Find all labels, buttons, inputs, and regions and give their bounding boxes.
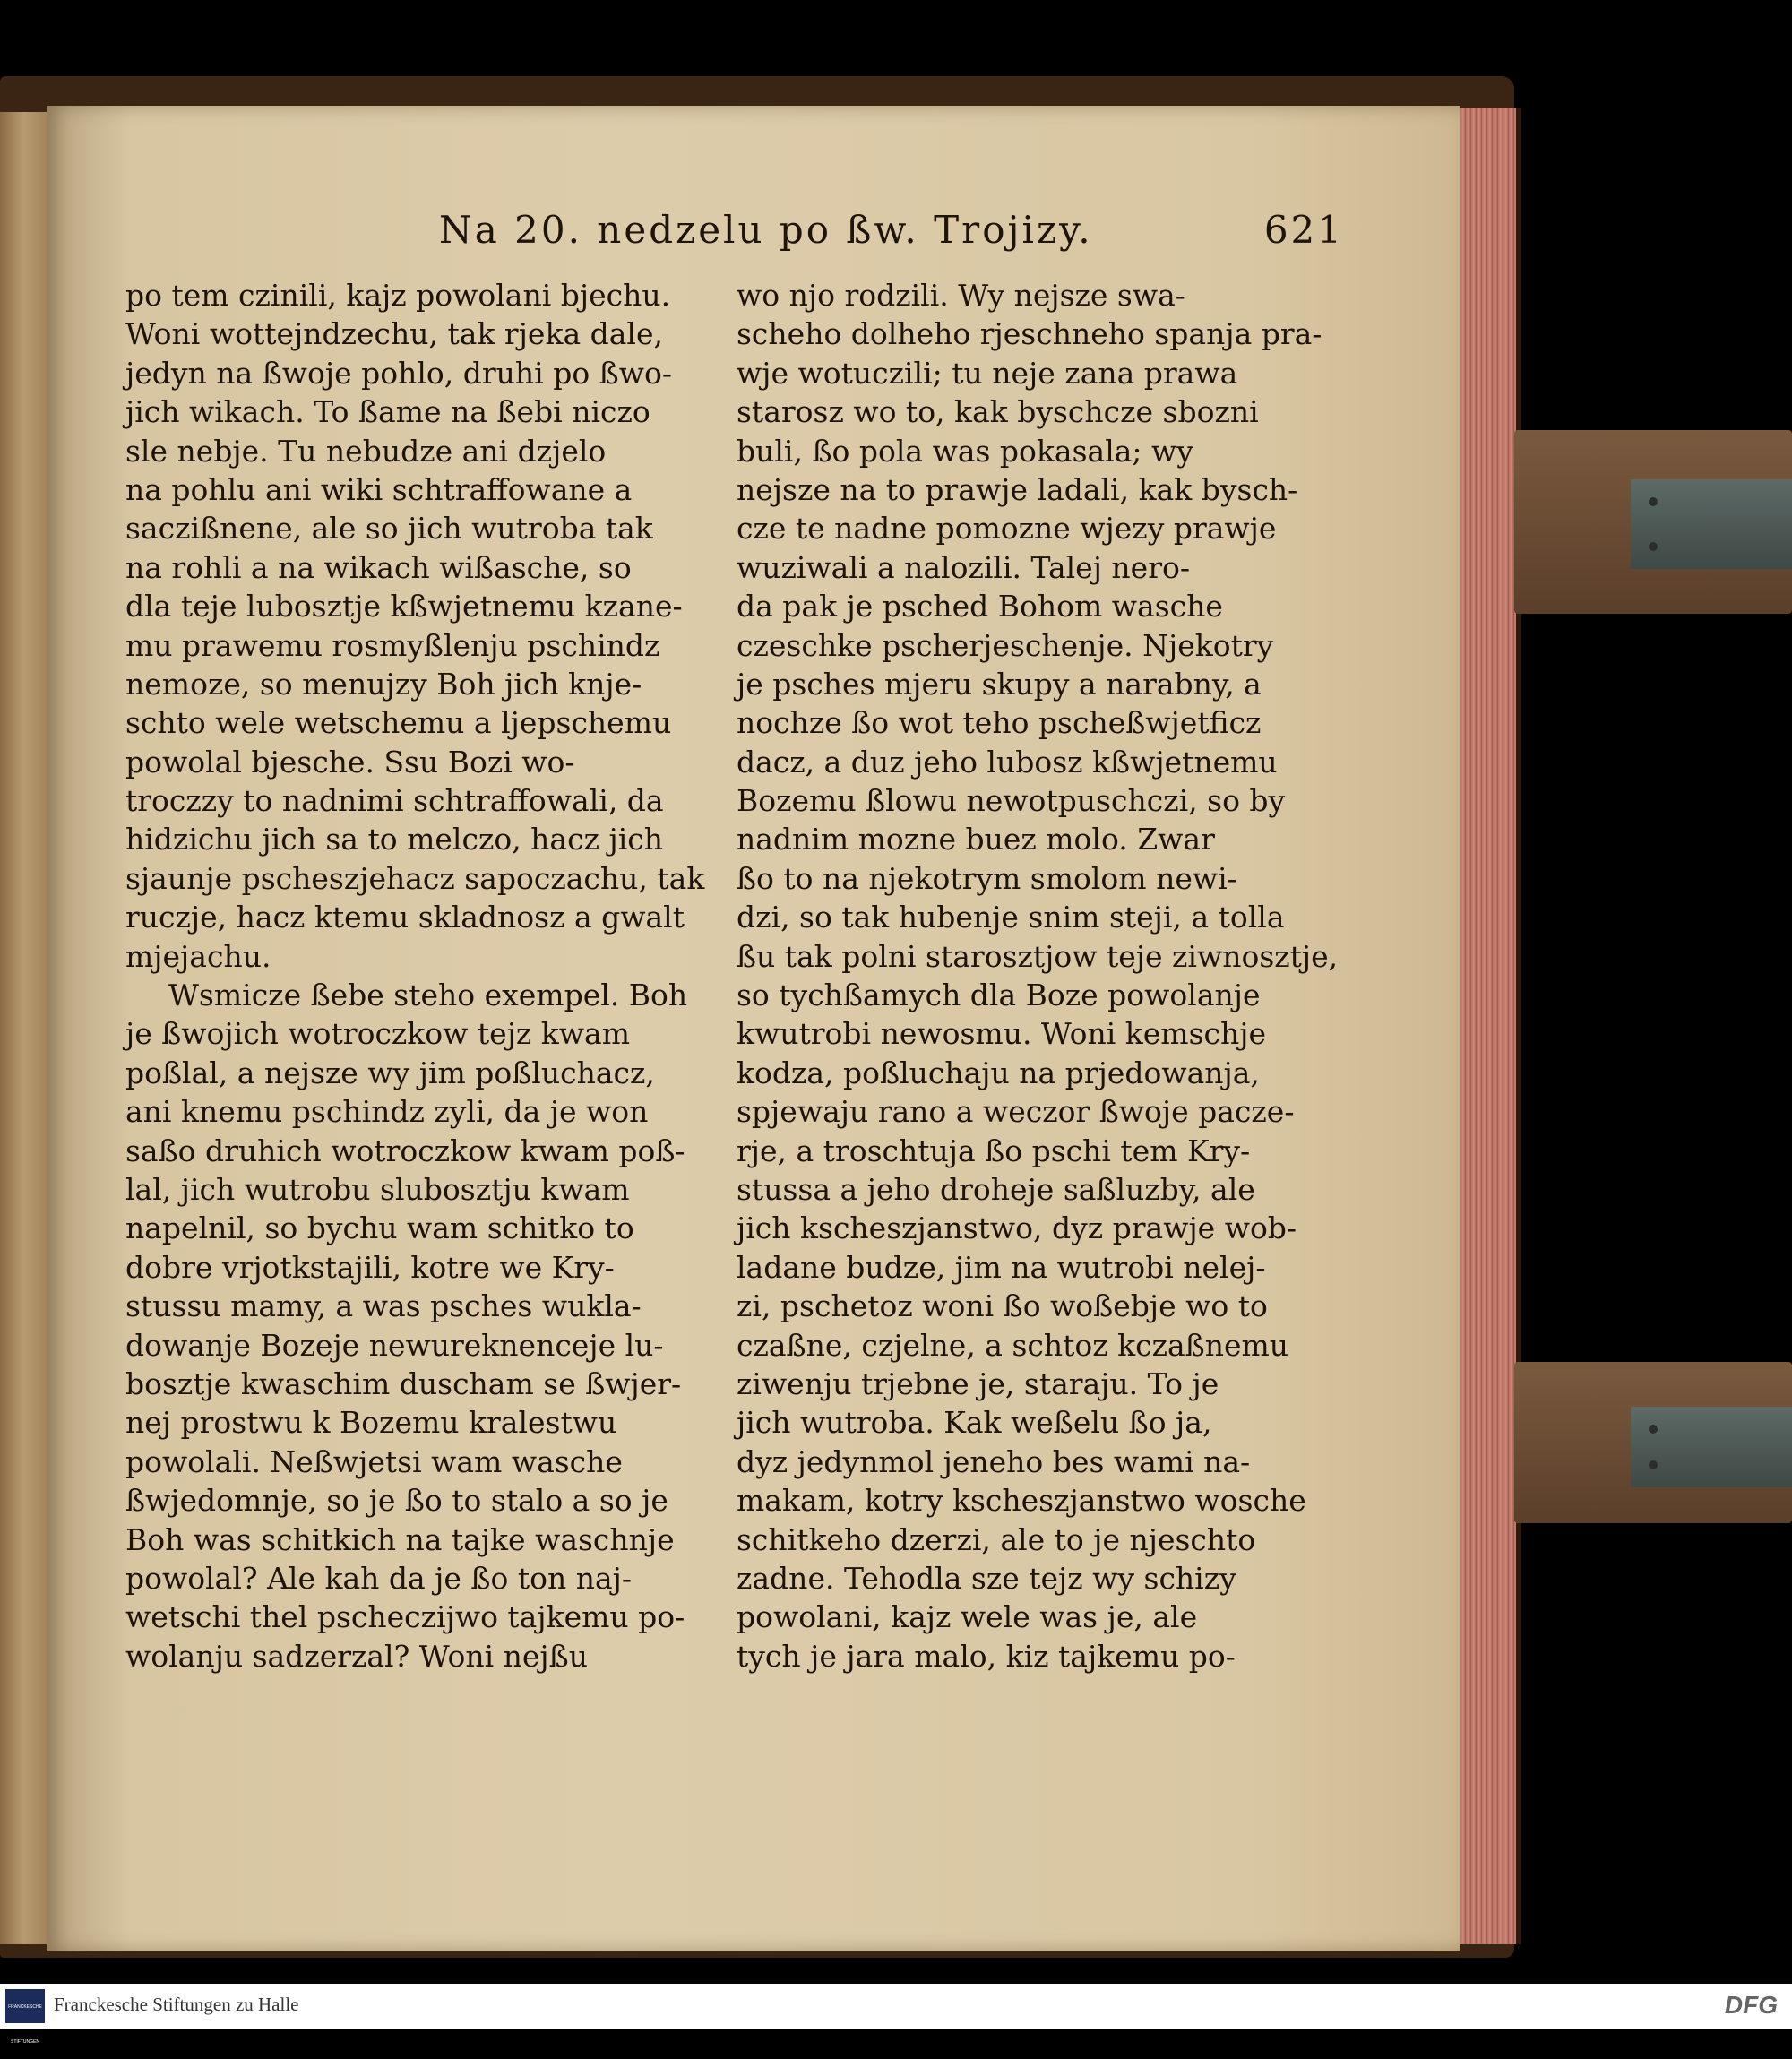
text-line: lal, jich wutrobu slubosztju kwam [125, 1171, 630, 1207]
text-line: czeschke pscherjeschenje. Njekotry [737, 627, 1274, 663]
page-header [439, 208, 1344, 262]
text-line: wuziwali a nalozili. Talej nero- [737, 549, 1191, 585]
text-line: ßwjedomnje, so je ßo to stalo a so je [125, 1483, 668, 1519]
text-line: nochze ßo wot teho pscheßwjetficz [737, 705, 1262, 741]
text-line: powolal? Ale kah da je ßo ton naj- [125, 1560, 633, 1596]
text-line: stussu mamy, a was psches wukla- [125, 1288, 642, 1324]
facing-page-edge [0, 112, 47, 1944]
text-line: wje wotuczili; tu neje zana prawa [737, 355, 1238, 391]
text-line: sle nebje. Tu nebudze ani dzjelo [125, 433, 607, 469]
text-line: je ßwojich wotroczkow tejz kwam [125, 1016, 631, 1052]
text-line: da pak je psched Bohom wasche [737, 589, 1223, 625]
logo-label: FRANCKESCHE STIFTUNGEN [8, 2004, 42, 2045]
text-line: bosztje kwaschim duscham se ßwjer- [125, 1365, 682, 1401]
text-line: Wsmicze ßebe steho exempel. Boh [168, 978, 688, 1013]
text-line: cze te nadne pomozne wjezy prawje [737, 511, 1277, 547]
text-line: nejsze na to prawje ladali, kak bysch- [737, 471, 1298, 507]
text-line: dacz, a duz jeho lubosz kßwjetnemu [737, 744, 1278, 780]
right-text-column [737, 276, 1339, 1676]
text-line: ani knemu pschindz zyli, da je won [125, 1094, 649, 1130]
text-line: Bozemu ßlowu newotpuschczi, so by [737, 783, 1286, 819]
text-line: Woni wottejndzechu, tak rjeka dale, [125, 316, 663, 352]
text-line: jich wutroba. Kak weßelu ßo ja, [737, 1405, 1212, 1441]
page-fore-edge [1460, 108, 1521, 1944]
text-line: wolanju sadzerzal? Woni nejßu [125, 1638, 588, 1674]
text-line: po tem czinili, kajz powolani bjechu. [125, 278, 671, 313]
text-line: ruczje, hacz ktemu skladnosz a gwalt [125, 900, 685, 935]
page-number: 621 [1263, 208, 1344, 252]
text-line: powolali. Neßwjetsi wam wasche [125, 1443, 623, 1479]
text-line: dzi, so tak hubenje snim steji, a tolla [737, 900, 1285, 935]
text-line: scheho dolheho rjeschneho spanja pra- [737, 316, 1322, 352]
text-line: rje, a troschtuja ßo pschi tem Kry- [737, 1133, 1251, 1168]
text-line: buli, ßo pola was pokasala; wy [737, 433, 1193, 469]
text-line: dobre vrjotkstajili, kotre we Kry- [125, 1249, 615, 1285]
text-line: je psches mjeru skupy a narabny, a [737, 666, 1262, 702]
text-line: jich wikach. To ßame na ßebi niczo [125, 394, 650, 430]
text-line: starosz wo to, kak byschcze sbozni [737, 394, 1259, 430]
rivet-icon [1649, 542, 1658, 551]
text-line: dowanje Bozeje newureknenceje lu- [125, 1327, 664, 1363]
text-line: nadnim mozne buez molo. Zwar [737, 822, 1215, 857]
rivet-icon [1649, 497, 1658, 506]
rivet-icon [1649, 1460, 1658, 1469]
footer-bar [0, 1984, 1792, 2045]
text-line: czaßne, czjelne, a schtoz kczaßnemu [737, 1327, 1289, 1363]
text-line: mu prawemu rosmyßlenju pschindz [125, 627, 660, 663]
text-line: tych je jara malo, kiz tajkemu po- [737, 1638, 1236, 1674]
text-line: stussa a jeho droheje saßluzby, ale [737, 1171, 1255, 1207]
text-line: zi, pschetoz woni ßo woßebje wo to [737, 1288, 1268, 1324]
text-line: na rohli a na wikach wißasche, so [125, 549, 632, 585]
text-line: troczzy to nadnimi schtraffowali, da [125, 783, 664, 819]
institution-name: Franckesche Stiftungen zu Halle [54, 1994, 299, 2015]
text-line: kodza, poßluchaju na prjedowanja, [737, 1055, 1260, 1090]
text-line: hidzichu jich sa to melczo, hacz jich [125, 822, 663, 857]
text-line: dla teje lubosztje kßwjetnemu kzane- [125, 589, 683, 625]
clasp-plate [1631, 1407, 1792, 1487]
text-line: saßo druhich wotroczkow kwam poß- [125, 1133, 685, 1168]
clasp-plate [1631, 479, 1792, 569]
institution-logo [5, 1989, 45, 2045]
text-line: ladane budze, jim na wutrobi nelej- [737, 1249, 1266, 1285]
text-line: ßo to na njekotrym smolom newi- [737, 860, 1237, 896]
text-line: makam, kotry kscheszjanstwo wosche [737, 1483, 1306, 1519]
text-line: powolal bjesche. Ssu Bozi wo- [125, 744, 575, 780]
text-line: wo njo rodzili. Wy nejsze swa- [737, 278, 1185, 313]
upper-clasp [1514, 430, 1792, 614]
text-line: sjaunje pscheszjehacz sapoczachu, tak [125, 860, 705, 896]
text-line: Boh was schitkich na tajke waschnje [125, 1521, 675, 1557]
text-line: kwutrobi newosmu. Woni kemschje [737, 1016, 1267, 1052]
lower-clasp [1514, 1362, 1792, 1523]
text-line: schto wele wetschemu a ljepschemu [125, 705, 672, 741]
text-line: ßu tak polni starosztjow teje ziwnosztje, [737, 938, 1339, 974]
text-line: spjewaju rano a weczor ßwoje pacze- [737, 1094, 1295, 1130]
text-line: wetschi thel pscheczijwo tajkemu po- [125, 1599, 685, 1635]
text-line: na pohlu ani wiki schtraffowane a [125, 471, 633, 507]
text-line: schitkeho dzerzi, ale to je njeschto [737, 1521, 1256, 1557]
text-line: ziwenju trjebne je, staraju. To je [737, 1365, 1219, 1401]
text-line: napelnil, so bychu wam schitko to [125, 1210, 634, 1246]
text-line: so tychßamych dla Boze powolanje [737, 978, 1261, 1013]
text-line: poßlal, a nejsze wy jim poßluchacz, [125, 1055, 655, 1090]
text-line: mjejachu. [125, 938, 271, 974]
text-line: nej prostwu k Bozemu kralestwu [125, 1405, 617, 1441]
running-title: Na 20. nedzelu po ßw. Trojizy. [439, 208, 1093, 252]
text-line: jedyn na ßwoje pohlo, druhi po ßwo- [125, 355, 672, 391]
text-line: nemoze, so menujzy Boh jich knje- [125, 666, 642, 702]
left-text-column [125, 276, 708, 1676]
text-line: dyz jedynmol jeneho bes wami na- [737, 1443, 1251, 1479]
text-line: powolani, kajz wele was je, ale [737, 1599, 1198, 1635]
rivet-icon [1649, 1425, 1658, 1434]
dfg-logo: DFG [1724, 1991, 1778, 2019]
text-line: zadne. Tehodla sze tejz wy schizy [737, 1560, 1236, 1596]
text-line: saczißnene, ale so jich wutroba tak [125, 511, 653, 547]
text-line: jich kscheszjanstwo, dyz prawje wob- [737, 1210, 1297, 1246]
